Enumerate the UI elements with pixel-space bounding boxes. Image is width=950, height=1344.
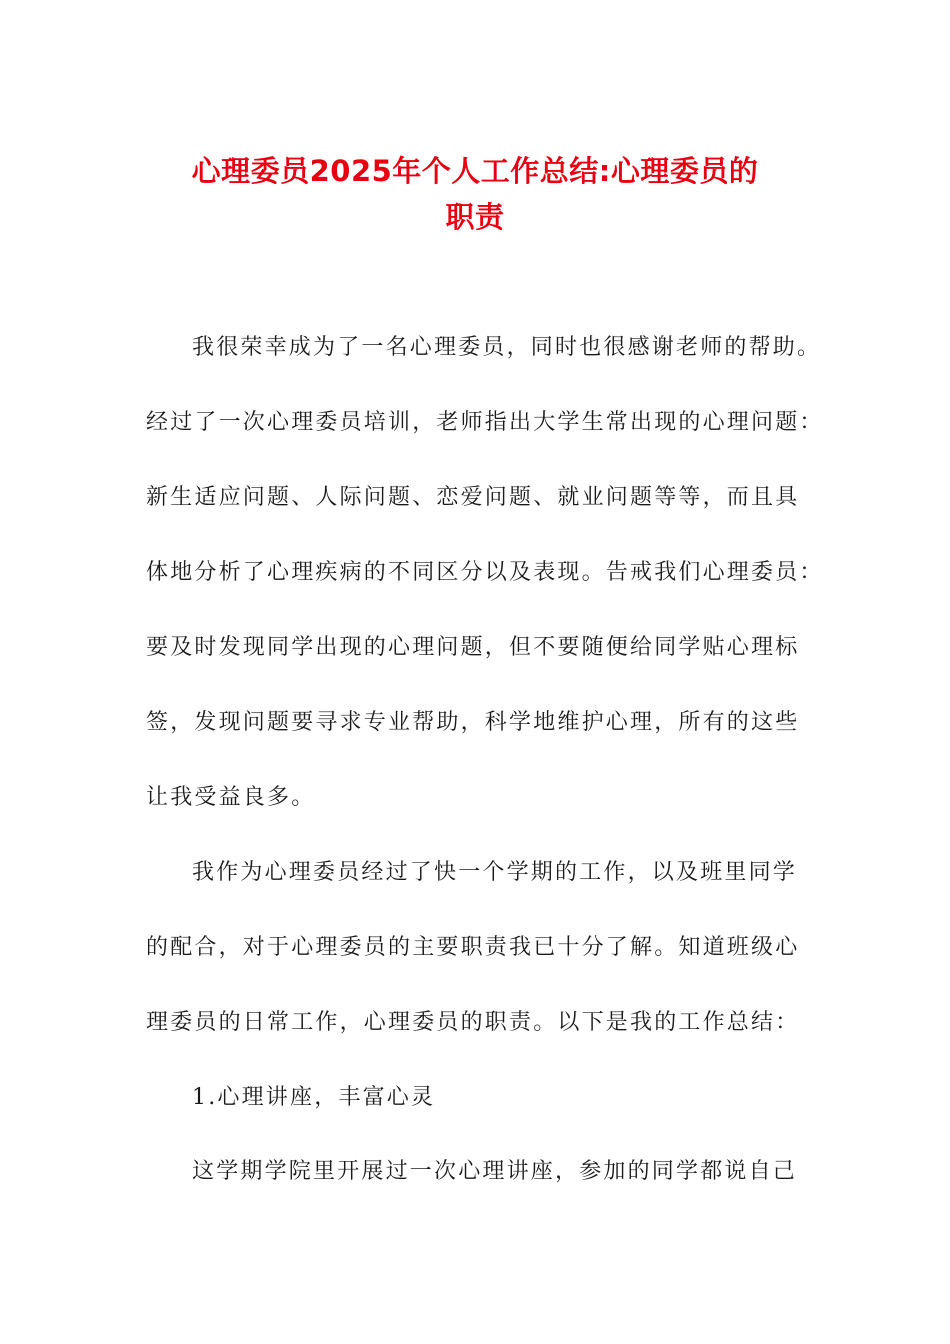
title-line-1: 心理委员2025年个人工作总结:心理委员的	[191, 154, 759, 188]
section-1-heading: 1.心理讲座，丰富心灵	[192, 1085, 436, 1110]
paragraph-2-line-2: 的配合，对于心理委员的主要职责我已十分了解。知道班级心	[146, 935, 800, 960]
paragraph-1-line-1: 我很荣幸成为了一名心理委员，同时也很感谢老师的帮助。	[192, 335, 822, 360]
paragraph-2-line-1: 我作为心理委员经过了快一个学期的工作，以及班里同学	[192, 860, 798, 885]
title-line-2: 职责	[445, 200, 505, 234]
paragraph-1-line-2: 经过了一次心理委员培训，老师指出大学生常出现的心理问题：	[146, 410, 824, 435]
paragraph-1-line-5: 要及时发现同学出现的心理问题，但不要随便给同学贴心理标	[146, 635, 800, 660]
paragraph-1-line-7: 让我受益良多。	[146, 785, 316, 810]
paragraph-1-line-3: 新生适应问题、人际问题、恋爱问题、就业问题等等，而且具	[146, 485, 800, 510]
paragraph-1-line-6: 签，发现问题要寻求专业帮助，科学地维护心理，所有的这些	[146, 710, 800, 735]
document-title	[145, 148, 805, 240]
paragraph-3-line-1: 这学期学院里开展过一次心理讲座，参加的同学都说自己	[192, 1159, 798, 1184]
paragraph-2-line-3: 理委员的日常工作，心理委员的职责。以下是我的工作总结：	[146, 1010, 800, 1035]
paragraph-1-line-4: 体地分析了心理疾病的不同区分以及表现。告戒我们心理委员：	[146, 560, 824, 585]
